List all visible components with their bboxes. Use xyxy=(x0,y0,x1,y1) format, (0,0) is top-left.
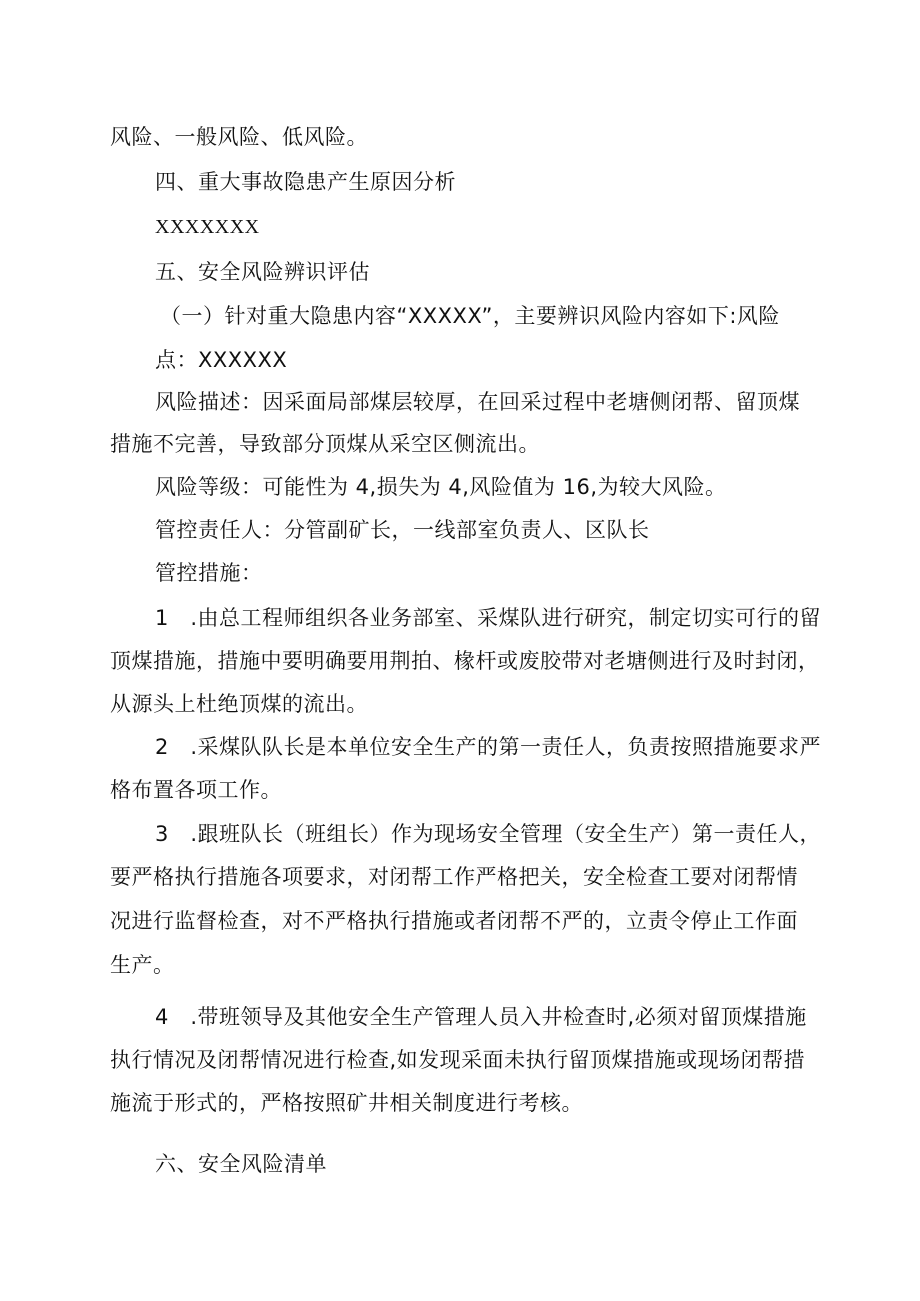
text-line: 风险描述：因采面局部煤层较厚，在回采过程中老塘侧闭帮、留顶煤 xyxy=(155,390,800,414)
text-line: 执行情况及闭帮情况进行检查,如发现采面未执行留顶煤措施或现场闭帮措 xyxy=(110,1048,806,1072)
section-heading: 六、安全风险清单 xyxy=(155,1152,327,1176)
text-line: 顶煤措施，措施中要明确要用荆拍、椽杆或废胶带对老塘侧进行及时封闭， xyxy=(110,649,820,673)
list-item: 2 .采煤队队长是本单位安全生产的第一责任人，负责按照措施要求严 xyxy=(155,735,822,759)
text-line: 风险等级：可能性为 4,损失为 4,风险值为 16,为较大风险。 xyxy=(155,475,727,499)
text-line: 从源头上杜绝顶煤的流出。 xyxy=(110,692,368,716)
text-line: 要严格执行措施各项要求，对闭帮工作严格把关，安全检查工要对闭帮情 xyxy=(110,865,798,889)
list-item: 4 .带班领导及其他安全生产管理人员入井检查时,必须对留顶煤措施 xyxy=(155,1005,807,1029)
section-heading: 四、重大事故隐患产生原因分析 xyxy=(155,170,456,194)
text-line: 点：XXXXXX xyxy=(155,348,288,372)
text-line: 风险、一般风险、低风险。 xyxy=(110,125,368,149)
text-line: 生产。 xyxy=(110,953,175,977)
subsection-heading: （一）针对重大隐患内容“XXXXX”，主要辨识风险内容如下:风险 xyxy=(160,304,780,328)
list-item: 1 .由总工程师组织各业务部室、采煤队进行研究，制定切实可行的留 xyxy=(155,606,822,630)
text-line: XXXXXXX xyxy=(155,216,260,238)
text-line: 措施不完善，导致部分顶煤从采空区侧流出。 xyxy=(110,432,540,456)
text-line: 管控责任人：分管副矿长，一线部室负责人、区队长 xyxy=(155,518,650,542)
text-line: 格布置各项工作。 xyxy=(110,778,282,802)
text-line: 施流于形式的，严格按照矿井相关制度进行考核。 xyxy=(110,1091,583,1115)
section-heading: 五、安全风险辨识评估 xyxy=(155,260,370,284)
text-line: 况进行监督检查，对不严格执行措施或者闭帮不严的，立责令停止工作面 xyxy=(110,909,798,933)
text-line: 管控措施： xyxy=(155,561,263,585)
list-item: 3 .跟班队长（班组长）作为现场安全管理（安全生产）第一责任人， xyxy=(155,822,822,846)
